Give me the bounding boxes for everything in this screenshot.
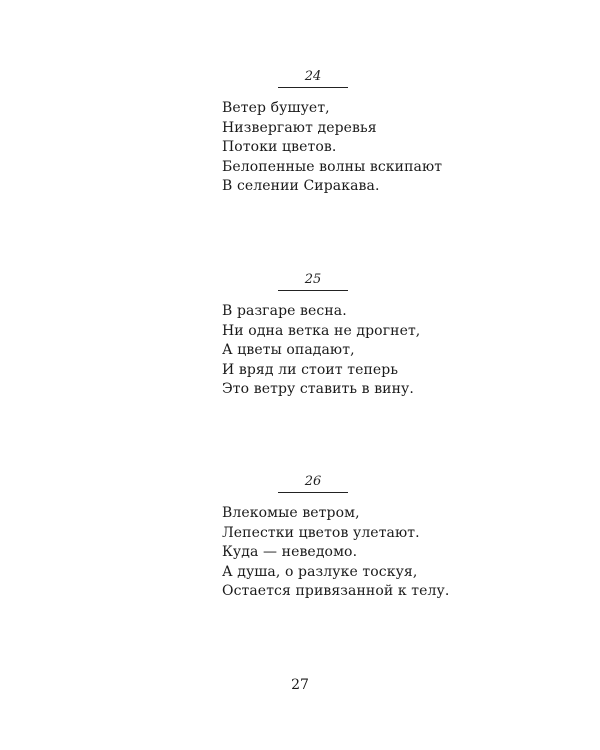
poem-number-rule (278, 87, 348, 88)
poem-number-rule (278, 492, 348, 493)
poem-line: Ветер бушует, (222, 100, 330, 116)
poem-number: 25 (304, 272, 322, 287)
poem-text (222, 302, 420, 400)
page-number: 27 (291, 677, 309, 693)
poem-line: Куда — неведомо. (222, 544, 358, 560)
poem-text (222, 504, 449, 602)
poem-line: А цветы опадают, (222, 342, 355, 358)
poem-line: Лепестки цветов улетают. (222, 524, 420, 541)
poem-line: Белопенные волны вскипают (222, 158, 443, 175)
poem-line: Это ветру ставить в вину. (222, 381, 414, 397)
poem-line: Потоки цветов. (222, 139, 337, 155)
poem-line: Остается привязанной к телу. (222, 583, 450, 599)
poem-line: В разгаре весна. (222, 303, 347, 319)
poem-number: 26 (304, 474, 322, 489)
poem-line: Низвергают деревья (222, 119, 377, 136)
poem-line: Влекомые ветром, (222, 505, 360, 521)
poem-line: И вряд ли стоит теперь (222, 361, 399, 378)
poem-number: 24 (304, 69, 322, 84)
poem-line: А душа, о разлуке тоскуя, (222, 563, 418, 580)
poem-line: В селении Сиракава. (222, 178, 380, 194)
poem-text (222, 99, 442, 197)
poem-number-rule (278, 290, 348, 291)
poem-line: Ни одна ветка не дрогнет, (222, 322, 421, 339)
